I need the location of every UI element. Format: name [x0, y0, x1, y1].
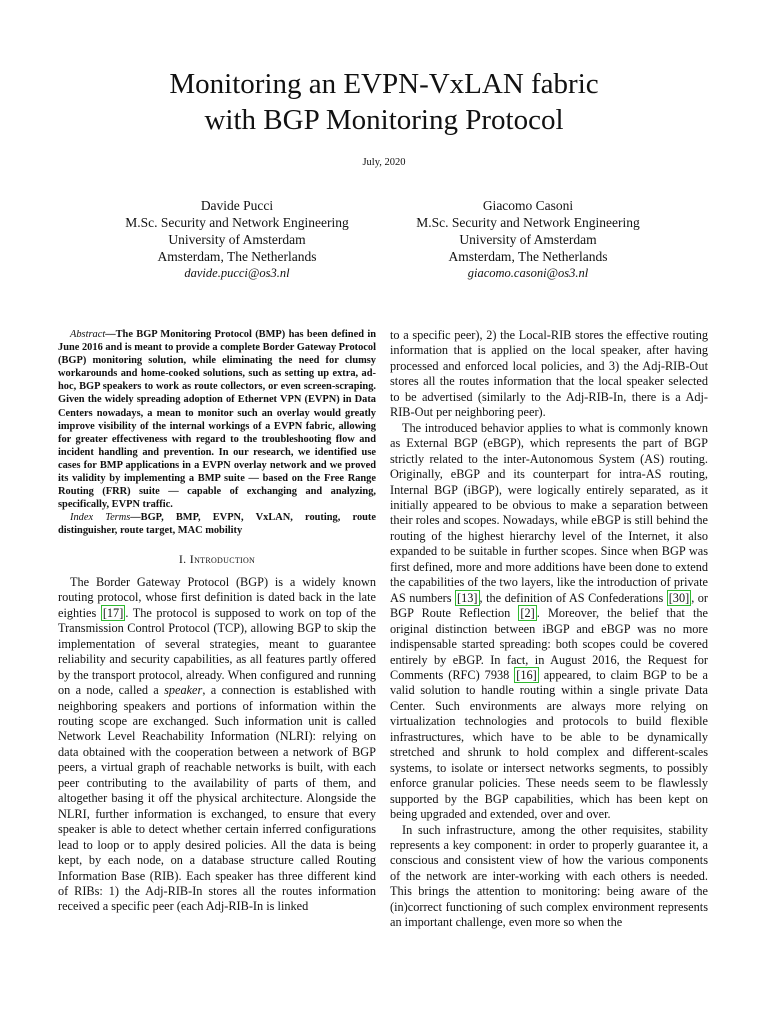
section-title-rest: ntroduction [194, 551, 256, 566]
section-title-initial: I [189, 551, 195, 566]
intro-paragraph-2 [390, 421, 708, 823]
section-heading-introduction [58, 552, 376, 567]
text-run: , the definition of AS Confederations [479, 590, 667, 605]
text-run: The Border Gateway Protocol (BGP) is a widely known routing protocol, whose first definition is dated back in the late eighties [58, 574, 376, 620]
text-run: , a connection is established with neighboring speakers and portions of information within the routing scope are exchanged. Such information unit is called Network Level Reachability Information (NLRI): relying on data obtained with the cooperation between a network of BGP peers, a virtual graph of reachable networks is built, with each peer contributing to the availability of parts of them, and altogether basing it off the physical architecture. Alongside the NLRI, further information is exchanged, to ensure that every speaker is able to detect whether certain inferred configurations lead to loop or to apply desired policies. All the data is being kept, by each node, on a database structure called Routing Information Base (RIB). Each speaker has three different kind of RIBs: 1) the Adj-RIB-In stores all the routes information received a specific peer (each Adj-RIB-In is linked [58, 683, 377, 914]
author-name: Davide Pucci [200, 198, 274, 213]
text-run: The introduced behavior applies to what is commonly known as External BGP (eBGP), which represents the part of BGP strictly related to the inter-Autonomous System (AS) routing. Originally, eBGP and its counterpart for intra-AS routing, Internal BGP (iBGP), were logically entirely separated, as it initially appeared to be obvious to make a separation between their roles and scopes. Nowadays, while eBGP is still behind the routing of the highest hierarchy level of the Internet, it also expanded to be suitable in further scopes. Since when BGP was first defined, more and more additions have been done to extend the capabilities of the two layers, like the introduction of private AS numbers [390, 420, 708, 605]
author-email: giacomo.casoni@os3.nl [467, 266, 589, 280]
author-block-2 [358, 197, 698, 282]
section-numeral: I. [178, 551, 187, 566]
index-terms [58, 511, 376, 537]
left-column [58, 328, 376, 915]
author-degree: M.Sc. Security and Network Engineering [125, 215, 349, 230]
intro-paragraph-1 [58, 575, 376, 915]
title-line-2: with BGP Monitoring Protocol [204, 104, 564, 136]
citation-link[interactable]: [30] [668, 590, 690, 605]
text-run: . The protocol is supposed to work on top of the Transmission Control Protocol (TCP), allowing BGP to skip the implementation of several strategies, meant to guarantee reliability and security capabilities, as all features partly offered by the transport protocol, already. When configured and running on a node, called a [58, 605, 376, 698]
title-line-1: Monitoring an EVPN-VxLAN fabric [169, 68, 599, 100]
citation-link[interactable]: [17] [102, 605, 124, 620]
text-run: , or BGP Route Reflection [390, 590, 708, 621]
citation-link[interactable]: [2] [520, 606, 535, 621]
intro-paragraph-1-continued: to a specific peer), 2) the Local-RIB stores the effective routing information that is applied on the local speaker, after having processed and enforced local policies, and 3) the Adj-RIB-Out stores all the routes information that the local speaker selected to be advertised (similarly to the Adj-RIB-In, there is a Adj-RIB-Out per neighboring peer). [390, 328, 708, 420]
author-email: davide.pucci@os3.nl [184, 266, 290, 280]
author-block-1 [67, 197, 407, 282]
abstract [58, 328, 376, 511]
index-terms-label: Index Terms [70, 512, 131, 524]
term-speaker: speaker [164, 683, 203, 698]
paper-date: July, 2020 [362, 157, 406, 168]
right-column [390, 328, 708, 931]
text-run: . Moreover, the belief that the original distinction between iBGP and eBGP was no more indispensable started spreading: both scopes could be covered entirely by eBGP. In fact, in August 2016, the Request for Comments (RFC) 7938 [390, 606, 708, 682]
abstract-label: Abstract [70, 329, 106, 340]
citation-link[interactable]: [13] [457, 590, 478, 605]
author-degree: M.Sc. Security and Network Engineering [416, 215, 640, 230]
author-location: Amsterdam, The Netherlands [448, 249, 608, 264]
text-run: appeared, to claim BGP to be a valid solution to handle routing within a single private Data Center. Such environments are always more relying on virtualization technologies and protocols to build flexible infrastructures, which have to be able to be dynamically stretched and shrunk to hold complex and different-scales systems, to isolate or intersect networks segments, to possibly enforce granular policies. These needs seem to be flawlessly supported by the BGP capabilities, which has been kept on being upgraded and extended, over and over. [390, 667, 708, 822]
index-terms-text: —BGP, BMP, EVPN, VxLAN, routing, route distinguisher, route target, MAC mobility [58, 512, 376, 537]
author-university: University of Amsterdam [459, 232, 597, 247]
abstract-text: —The BGP Monitoring Protocol (BMP) has been defined in June 2016 and is meant to provide a complete Border Gateway Protocol (BGP) monitoring solution, while eliminating the need for clumsy workarounds and home-cooked solutions, such as setting up extra, ad-hoc, BGP speakers to work as route collectors, or even screen-scraping. Given the widely spreading adoption of Ethernet VPN (EVPN) in Data Centers nowadays, a mean to monitor such an overlay would greatly improve visibility of the internal workings of a EVPN fabric, allowing for greater effectiveness with regard to the troubleshooting flow and incident handling and prevention. In our research, we identified use cases for BMP applications in a EVPN overlay network and we proved its validity by implementing a BMP suite — based on the Free Range Routing (FRR) suite — capable of exchanging and analyzing, specifically, EVPN traffic. [58, 329, 376, 511]
author-university: University of Amsterdam [168, 232, 306, 247]
intro-paragraph-3: In such infrastructure, among the other requisites, stability represents a key component: in order to properly guarantee it, a conscious and consistent view of how the various components of the network are inter-working with each others is needed. This brings the attention to monitoring: being aware of the (in)correct functioning of such complex environment represents an important challenge, even more so when the [390, 822, 708, 930]
citation-link[interactable]: [16] [516, 667, 537, 682]
author-location: Amsterdam, The Netherlands [157, 249, 317, 264]
author-name: Giacomo Casoni [482, 198, 574, 213]
paper-title [0, 66, 768, 138]
